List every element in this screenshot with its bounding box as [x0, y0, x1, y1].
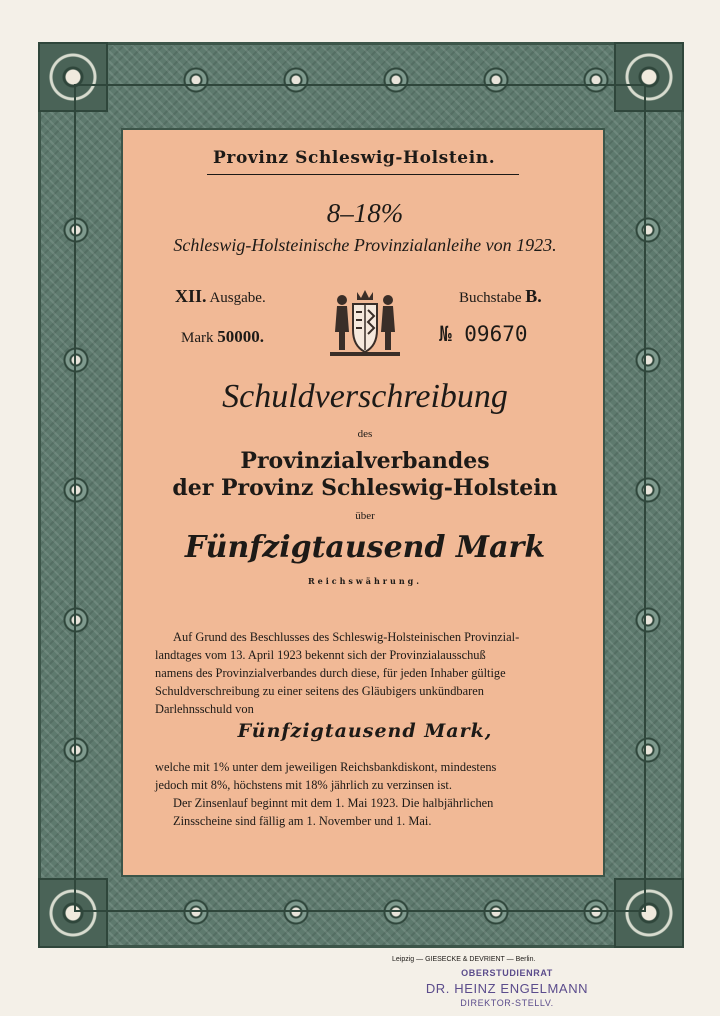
- rosette-ornament: [633, 735, 663, 765]
- series-info: [459, 286, 542, 307]
- nominal-amount: [181, 327, 264, 347]
- connector-des: des: [357, 428, 373, 440]
- signature-stamp: [412, 966, 602, 1011]
- interest-rate: 8–18%: [326, 198, 404, 228]
- amount-label: Mark: [181, 330, 214, 346]
- rosette-ornament: [281, 897, 311, 927]
- rosette-ornament: [481, 897, 511, 927]
- paragraph-line: Zinsscheine sind fällig am 1. November und 1. Mai.: [173, 814, 432, 828]
- loan-title: Schleswig-Holsteinische Provinzialanleihe von 1923.: [173, 235, 557, 255]
- paragraph-line: Auf Grund des Beschlusses des Schleswig-Holsteinischen Provinzial-: [173, 630, 520, 644]
- amount-value: 50000.: [217, 327, 264, 346]
- terms-paragraph-2: [155, 758, 569, 830]
- printer-imprint: Leipzig — GIESECKE & DEVRIENT — Berlin.: [392, 956, 536, 963]
- rosette-ornament: [61, 215, 91, 245]
- rosette-ornament: [633, 475, 663, 505]
- rosette-ornament: [633, 215, 663, 245]
- series-label: Buchstabe: [459, 290, 522, 306]
- corner-ornament-bottom-right: [614, 878, 684, 948]
- paragraph-line: Schuldverschreibung zu einer seitens des Gläubigers unkündbaren: [155, 684, 484, 698]
- rosette-ornament: [281, 65, 311, 95]
- rosette-ornament: [181, 897, 211, 927]
- corner-ornament-top-right: [614, 42, 684, 112]
- issue-info: [175, 286, 266, 307]
- issuer-line-1: Provinzialverbandes: [240, 448, 490, 474]
- rosette-ornament: [61, 345, 91, 375]
- rosette-ornament: [61, 735, 91, 765]
- paragraph-line: Darlehnsschuld von: [155, 702, 254, 716]
- coat-of-arms-icon: [328, 286, 402, 358]
- connector-ueber: über: [355, 510, 375, 522]
- terms-paragraph-1: [155, 628, 569, 718]
- amount-in-words: Fünfzigtausend Mark: [184, 530, 546, 565]
- rosette-ornament: [381, 897, 411, 927]
- series-letter: B.: [525, 286, 542, 306]
- stamp-line-3: DIREKTOR-STELLV.: [460, 998, 554, 1008]
- rosette-ornament: [581, 65, 611, 95]
- rosette-ornament: [481, 65, 511, 95]
- corner-ornament-bottom-left: [38, 878, 108, 948]
- certificate-panel: [121, 128, 605, 877]
- corner-ornament-top-left: [38, 42, 108, 112]
- issue-label: Ausgabe.: [209, 290, 266, 306]
- rosette-ornament: [61, 605, 91, 635]
- rosette-ornament: [581, 897, 611, 927]
- paragraph-line: jedoch mit 8%, höchstens mit 18% jährlich zu verzinsen ist.: [155, 778, 452, 792]
- header-underline: [207, 174, 519, 175]
- paragraph-line: Der Zinsenlauf beginnt mit dem 1. Mai 1923. Die halbjährlichen: [173, 796, 494, 810]
- issuer-line-2: der Provinz Schleswig-Holstein: [172, 475, 558, 501]
- rosette-ornament: [181, 65, 211, 95]
- serial-number: № 09670: [439, 322, 528, 346]
- stamp-line-1: OBERSTUDIENRAT: [461, 968, 553, 978]
- currency-label: Reichswährung.: [307, 576, 423, 586]
- stamp-line-2: DR. HEINZ ENGELMANN: [425, 981, 589, 996]
- rosette-ornament: [633, 605, 663, 635]
- paragraph-line: welche mit 1% unter dem jeweiligen Reichsbankdiskont, mindestens: [155, 760, 497, 774]
- rosette-ornament: [61, 475, 91, 505]
- document-title: Schuldverschreibung: [222, 378, 508, 415]
- issue-number: XII.: [175, 286, 207, 306]
- rosette-ornament: [633, 345, 663, 375]
- paragraph-line: landtages vom 13. April 1923 bekennt sich der Provinzialausschuß: [155, 648, 486, 662]
- amount-in-words-repeat: Fünfzigtausend Mark,: [237, 720, 493, 742]
- rosette-ornament: [381, 65, 411, 95]
- province-header: Provinz Schleswig-Holstein.: [213, 148, 496, 168]
- paragraph-line: namens des Provinzialverbandes durch diese, für jeden Inhaber gültige: [155, 666, 506, 680]
